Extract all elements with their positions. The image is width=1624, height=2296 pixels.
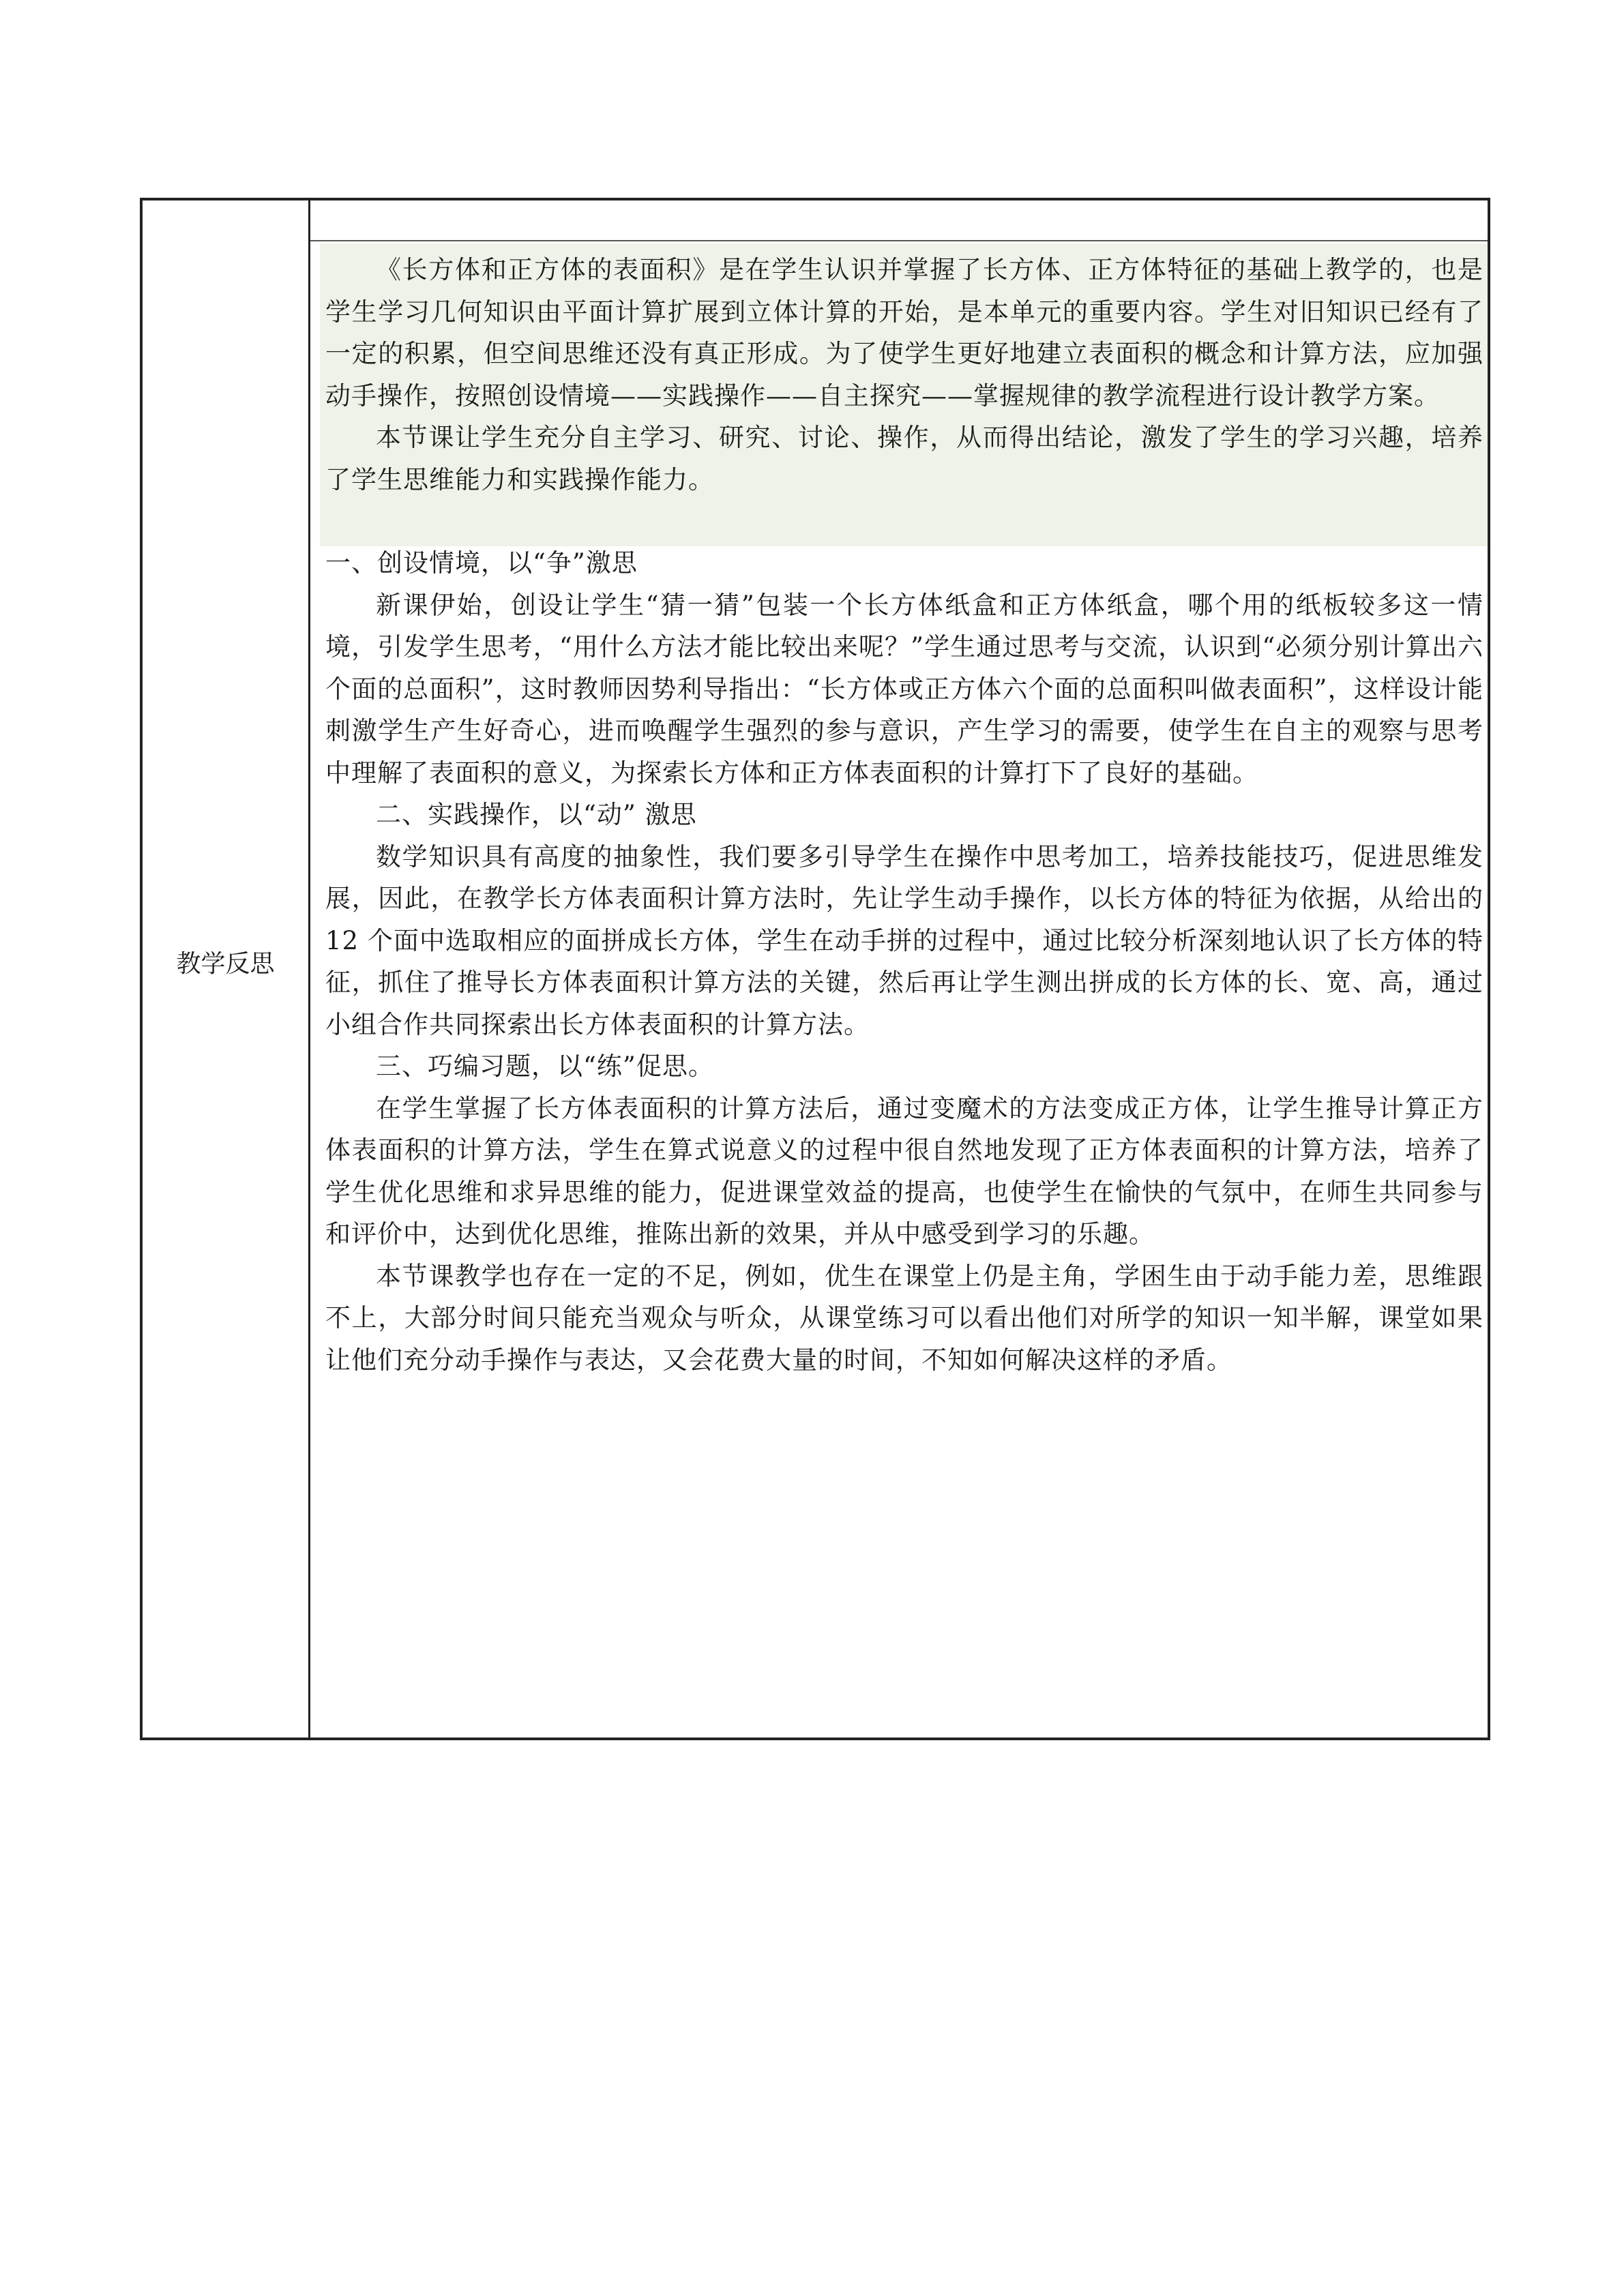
- section-3-body: 在学生掌握了长方体表面积的计算方法后，通过变魔术的方法变成正方体，让学生推导计算正方体表面积的计算方法，学生在算式说意义的过程中很自然地发现了正方体表面积的计算方法，培养了学生优化思维和求异思维的能力，促进课堂效益的提高，也使学生在愉快的气氛中，在师生共同参与和评价中，达到优化思维，推陈出新的效果，并从中感受到学习的乐趣。: [325, 1093, 1483, 1249]
- section-1-heading: 一、创设情境，以“争”激思: [325, 548, 638, 578]
- reflection-text: [325, 249, 1483, 1381]
- intro-paragraph-2: 本节课让学生充分自主学习、研究、讨论、操作，从而得出结论，激发了学生的学习兴趣，培养了学生思维能力和实践操作能力。: [325, 423, 1483, 494]
- intro-block: [325, 249, 1483, 542]
- section-2-heading: 二、实践操作，以“动” 激思: [376, 800, 697, 829]
- section-2-body: 数学知识具有高度的抽象性，我们要多引导学生在操作中思考加工，培养技能技巧，促进思维发展，因此，在教学长方体表面积计算方法时，先让学生动手操作，以长方体的特征为依据，从给出的 12 个面中选取相应的面拼成长方体，学生在动手拼的过程中，通过比较分析深刻地认识了长方体的特征，抓住了推导长方体表面积计算方法的关键，然后再让学生测出拼成的长方体的长、宽、高，通过小组合作共同探索出长方体表面积的计算方法。: [325, 841, 1483, 1039]
- top-divider: [310, 240, 1488, 241]
- row-label-cell: [143, 200, 310, 1738]
- row-label: 教学反思: [176, 950, 275, 978]
- reflection-table: [140, 198, 1490, 1740]
- section-1-body: 新课伊始，创设让学生“猜一猜”包装一个长方体纸盒和正方体纸盒，哪个用的纸板较多这一情境，引发学生思考，“用什么方法才能比较出来呢？”学生通过思考与交流，认识到“必须分别计算出六个面的总面积”，这时教师因势利导指出：“长方体或正方体六个面的总面积叫做表面积”，这样设计能刺激学生产生好奇心，进而唤醒学生强烈的参与意识，产生学习的需要，使学生在自主的观察与思考中理解了表面积的意义，为探索长方体和正方体表面积的计算打下了良好的基础。: [325, 590, 1483, 788]
- section-3-heading: 三、巧编习题，以“练”促思。: [376, 1052, 714, 1081]
- content-cell: [310, 200, 1488, 1738]
- intro-paragraph-1: 《长方体和正方体的表面积》是在学生认识并掌握了长方体、正方体特征的基础上教学的，也是学生学习几何知识由平面计算扩展到立体计算的开始，是本单元的重要内容。学生对旧知识已经有了一定的积累，但空间思维还没有真正形成。为了使学生更好地建立表面积的概念和计算方法，应加强动手操作，按照创设情境——实践操作——自主探究——掌握规律的教学流程进行设计教学方案。: [325, 255, 1483, 411]
- closing-paragraph: 本节课教学也存在一定的不足，例如，优生在课堂上仍是主角，学困生由于动手能力差，思维跟不上，大部分时间只能充当观众与听众，从课堂练习可以看出他们对所学的知识一知半解，课堂如果让他们充分动手操作与表达，又会花费大量的时间，不知如何解决这样的矛盾。: [325, 1261, 1483, 1375]
